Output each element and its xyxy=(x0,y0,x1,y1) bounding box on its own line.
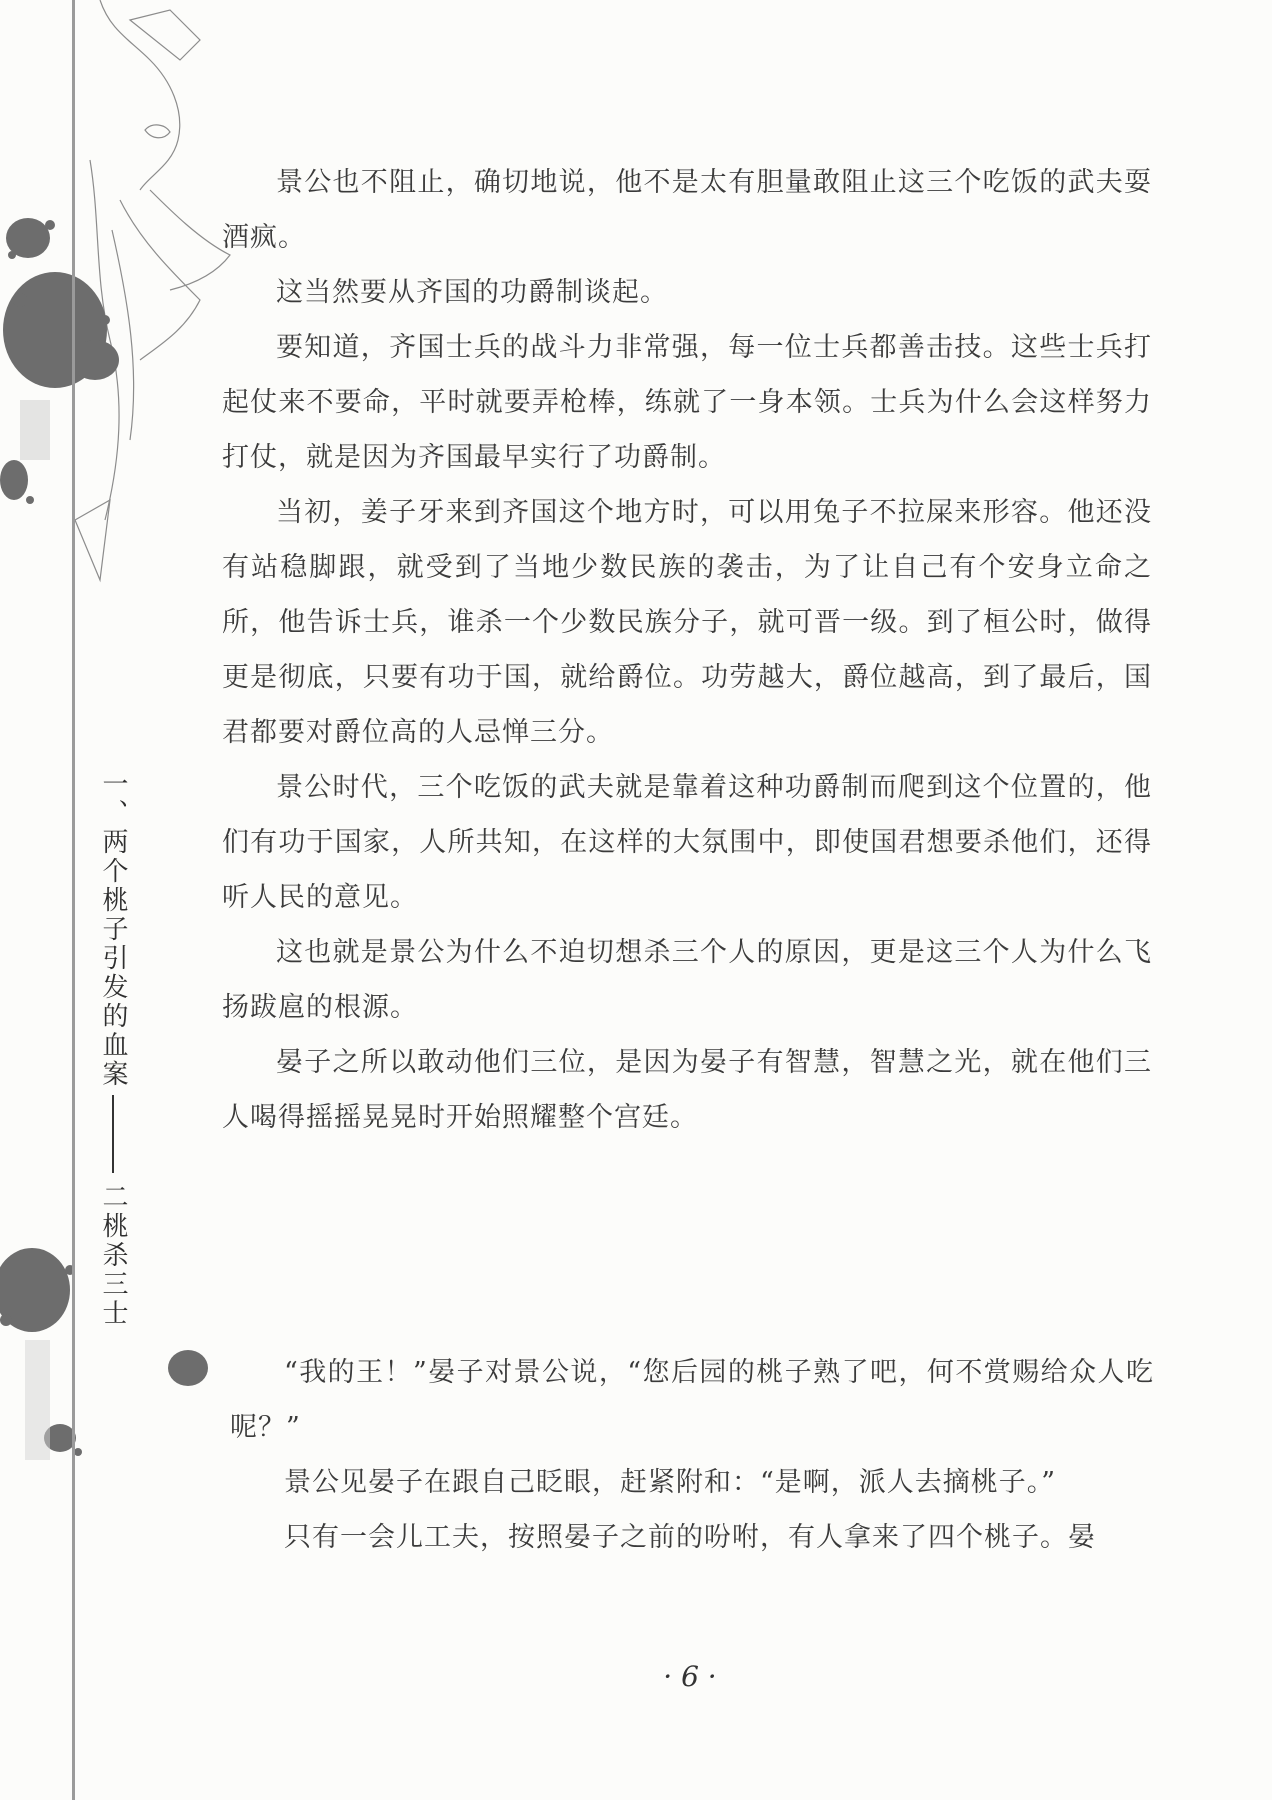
paragraph: 景公也不阻止，确切地说，他不是太有胆量敢阻止这三个吃饭的武夫耍酒疯。 xyxy=(222,167,1152,253)
paragraph: 这当然要从齐国的功爵制谈起。 xyxy=(276,277,668,308)
body-text-lower xyxy=(230,1345,1154,1565)
ink-blot xyxy=(168,1350,208,1386)
paragraph: 这也就是景公为什么不迫切想杀三个人的原因，更是这三个人为什么飞扬跋扈的根源。 xyxy=(222,937,1152,1023)
ink-blot xyxy=(0,460,28,500)
paragraph: “我的王！”晏子对景公说，“您后园的桃子熟了吧，何不赏赐给众人吃呢？” xyxy=(230,1357,1154,1443)
page-number: · 6 · xyxy=(663,1660,717,1693)
figure-hand xyxy=(150,190,230,290)
body-text-upper xyxy=(222,155,1152,1145)
paragraph: 景公见晏子在跟自己眨眼，赶紧附和：“是啊，派人去摘桃子。” xyxy=(284,1467,1057,1498)
title-dash xyxy=(112,1095,114,1173)
figure-eye xyxy=(145,125,170,138)
paragraph: 当初，姜子牙来到齐国这个地方时，可以用兔子不拉屎来形容。他还没有站稳脚跟，就受到了当地少数民族的袭击，为了让自己有个安身立命之所，他告诉士兵，谁杀一个少数民族分子，就可晋一级。到了桓公时，做得更是彻底，只要有功于国，就给爵位。功劳越大，爵位越高，到了最后，国君都要对爵位高的人忌惮三分。 xyxy=(222,497,1152,748)
left-margin-rule xyxy=(72,0,75,1800)
paragraph: 晏子之所以敢动他们三位，是因为晏子有智慧，智慧之光，就在他们三人喝得摇摇晃晃时开始照耀整个宫廷。 xyxy=(222,1047,1152,1133)
paragraph: 只有一会儿工夫，按照晏子之前的吩咐，有人拿来了四个桃子。晏 xyxy=(284,1522,1096,1553)
chapter-side-title xyxy=(92,770,134,1328)
figure-sleeve xyxy=(120,200,200,360)
chapter-title: 一、两个桃子引发的血案 xyxy=(98,770,128,1089)
paragraph: 要知道，齐国士兵的战斗力非常强，每一位士兵都善击技。这些士兵打起仗来不要命，平时就要弄枪棒，练就了一身本领。士兵为什么会这样努力打仗，就是因为齐国最早实行了功爵制。 xyxy=(222,332,1152,473)
paragraph: 景公时代，三个吃饭的武夫就是靠着这种功爵制而爬到这个位置的，他们有功于国家，人所共知，在这样的大氛围中，即使国君想要杀他们，还得听人民的意见。 xyxy=(222,772,1152,913)
figure-headdress xyxy=(130,10,200,60)
chapter-subtitle: 二桃杀三士 xyxy=(98,1183,128,1328)
